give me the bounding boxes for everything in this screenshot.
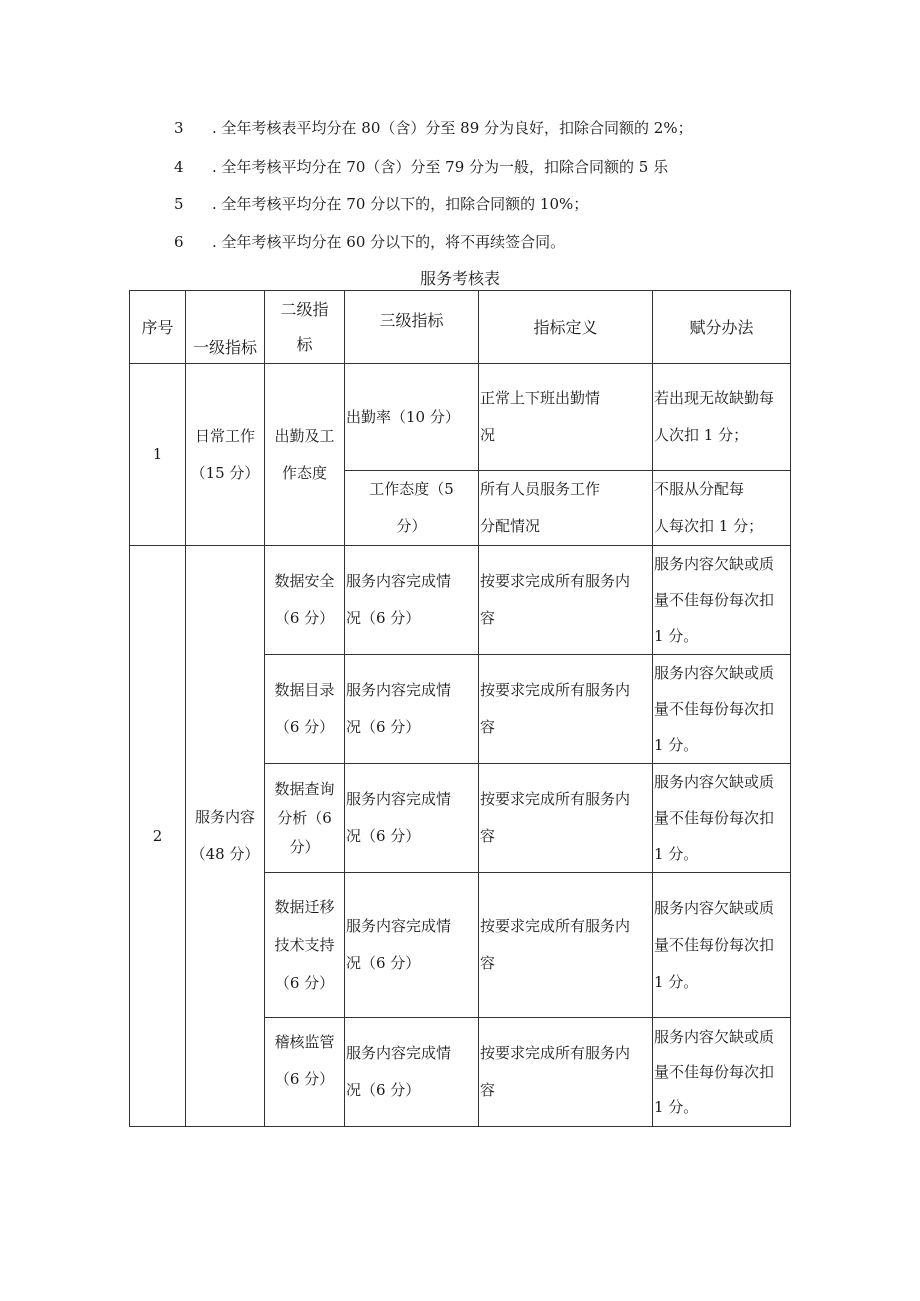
scoring-cell: 服务内容欠缺或质 量不佳每份每次扣 1 分。 (653, 764, 791, 873)
header-definition: 指标定义 (479, 291, 653, 364)
scoring-cell: 服务内容欠缺或质 量不佳每份每次扣 1 分。 (653, 655, 791, 764)
level3-cell: 出勤率（10 分） (345, 364, 479, 471)
level2-cell: 数据查询 分析（6 分） (265, 764, 345, 873)
level3-cell: 服务内容完成情 况（6 分） (345, 1018, 479, 1127)
header-level1: 一级指标 (186, 291, 265, 364)
definition-cell: 按要求完成所有服务内 容 (479, 546, 653, 655)
level3-cell: 服务内容完成情 况（6 分） (345, 764, 479, 873)
table-row (130, 546, 791, 655)
list-number: 6 (174, 233, 184, 251)
level1-cell: 服务内容 （48 分） (186, 546, 265, 1127)
assessment-table (129, 290, 791, 1127)
definition-cell: 所有人员服务工作 分配情况 (479, 471, 653, 546)
scoring-cell: 不服从分配每 人每次扣 1 分； (653, 471, 791, 546)
list-text: . 全年考核平均分在 70（含）分至 79 分为一般，扣除合同额的 5 乐 (212, 158, 669, 176)
list-number: 4 (174, 158, 184, 176)
seq-cell: 1 (130, 364, 186, 546)
level1-cell: 日常工作 （15 分） (186, 364, 265, 546)
definition-cell: 按要求完成所有服务内 容 (479, 1018, 653, 1127)
header-level2: 二级指 标 (265, 291, 345, 364)
list-text: . 全年考核表平均分在 80（含）分至 89 分为良好，扣除合同额的 2%； (212, 119, 693, 137)
definition-cell: 正常上下班出勤情 况 (479, 364, 653, 471)
table-row (130, 364, 791, 471)
level2-cell: 稽核监管 （6 分） (265, 1018, 345, 1127)
list-text: . 全年考核平均分在 70 分以下的，扣除合同额的 10%； (212, 195, 589, 213)
level3-cell: 工作态度（5 分） (345, 471, 479, 546)
list-number: 3 (174, 119, 184, 137)
list-number: 5 (174, 195, 184, 213)
level2-cell: 数据安全 （6 分） (265, 546, 345, 655)
scoring-cell: 服务内容欠缺或质 量不佳每份每次扣 1 分。 (653, 873, 791, 1018)
level3-cell: 服务内容完成情 况（6 分） (345, 655, 479, 764)
level3-cell: 服务内容完成情 况（6 分） (345, 546, 479, 655)
header-row (130, 291, 791, 364)
table-title: 服务考核表 (419, 269, 500, 288)
level2-cell: 数据目录 （6 分） (265, 655, 345, 764)
list-text: . 全年考核平均分在 60 分以下的，将不再续签合同。 (212, 233, 566, 251)
header-seq: 序号 (130, 291, 186, 364)
definition-cell: 按要求完成所有服务内 容 (479, 655, 653, 764)
level2-cell: 数据迁移 技术支持 （6 分） (265, 873, 345, 1018)
level2-cell: 出勤及工 作态度 (265, 364, 345, 546)
scoring-cell: 若出现无故缺勤每 人次扣 1 分； (653, 364, 791, 471)
definition-cell: 按要求完成所有服务内 容 (479, 764, 653, 873)
scoring-cell: 服务内容欠缺或质 量不佳每份每次扣 1 分。 (653, 546, 791, 655)
level3-cell: 服务内容完成情 况（6 分） (345, 873, 479, 1018)
seq-cell: 2 (130, 546, 186, 1127)
header-level3: 三级指标 (345, 291, 479, 364)
definition-cell: 按要求完成所有服务内 容 (479, 873, 653, 1018)
header-scoring: 赋分办法 (653, 291, 791, 364)
scoring-cell: 服务内容欠缺或质 量不佳每份每次扣 1 分。 (653, 1018, 791, 1127)
